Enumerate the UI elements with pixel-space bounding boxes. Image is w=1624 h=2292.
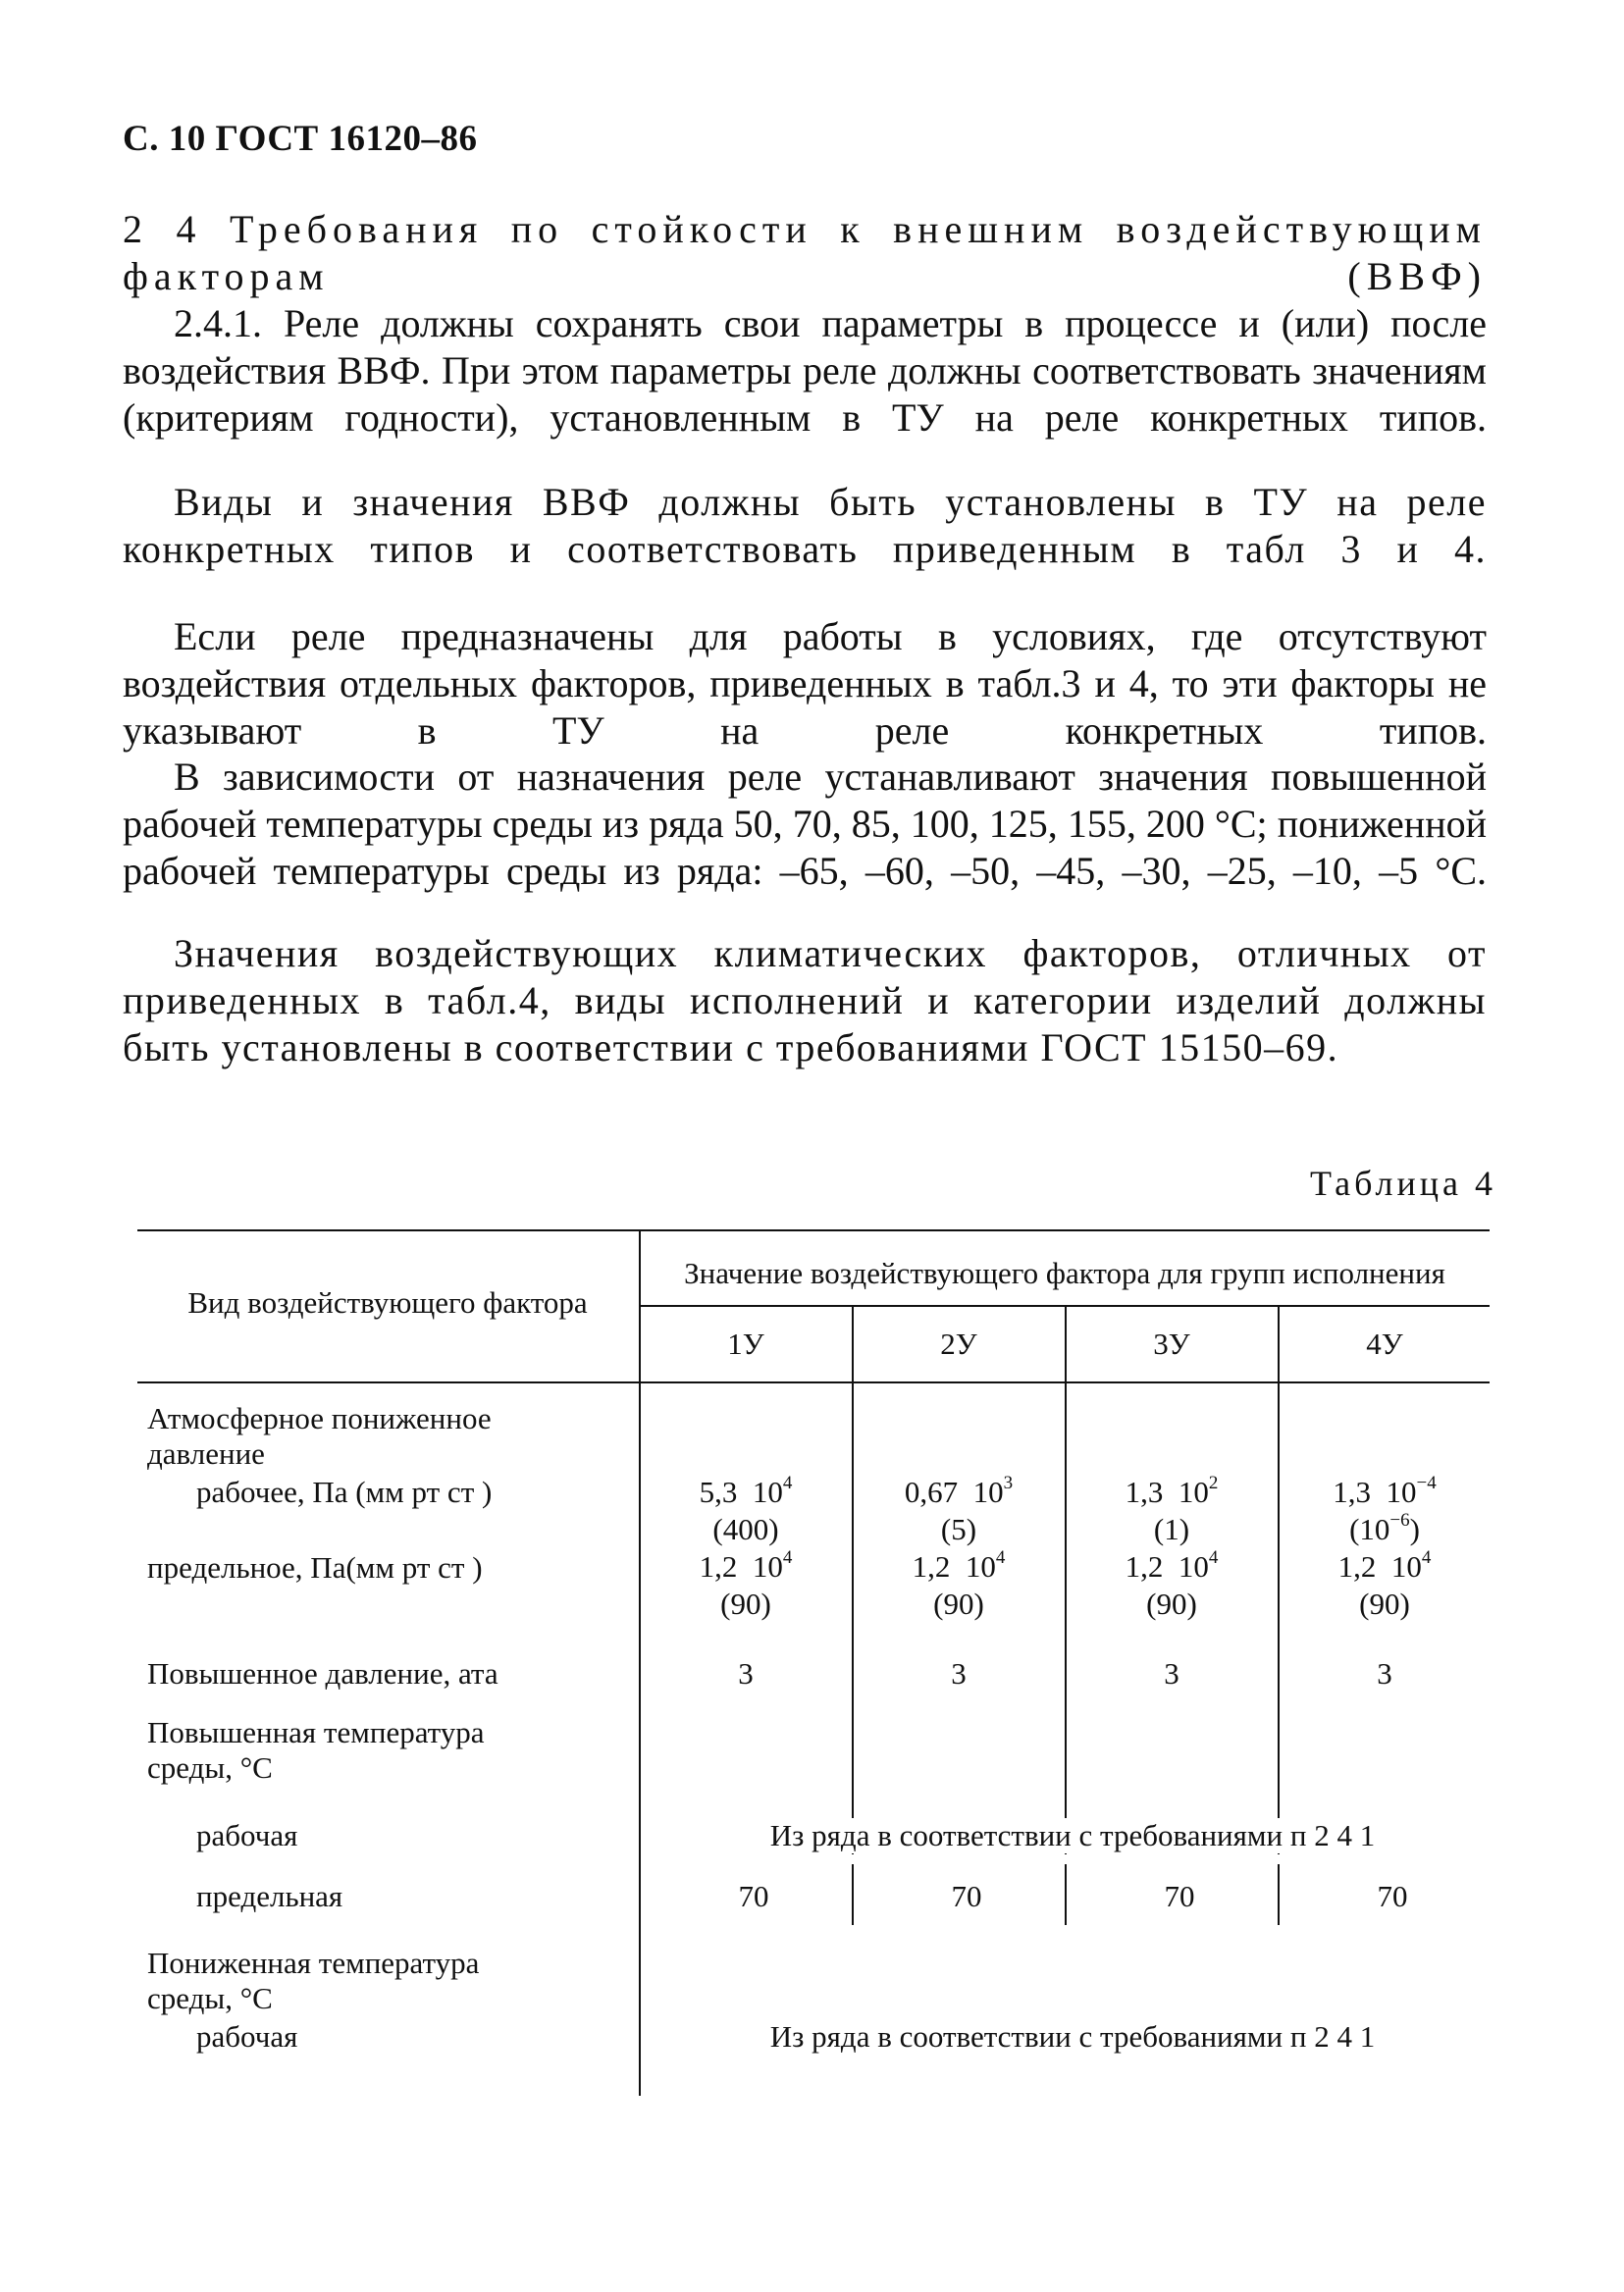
row-high-temp-1: Повышенная температура <box>147 1715 485 1749</box>
row-high-temp-2: среды, °С <box>147 1750 273 1785</box>
row-atm-limit: предельное, Па(мм рт ст ) <box>147 1550 483 1585</box>
section-heading: 2 4 Требования по стойкости к внешним воздействующим факторам (ВВФ) <box>123 207 1487 298</box>
atm-work-4u: 1,3 $10^{-4}$ $(10^{-6})$ 1,2 $10^4$ (90) <box>1333 1473 1437 1621</box>
low-temp-work-span: Из ряда в соответствии с требованиями п 2 4 1 <box>769 2019 1376 2054</box>
table-body-divider-2 <box>1065 1383 1067 1854</box>
limit-4u: 70 <box>1377 1879 1408 1913</box>
limit-3u: 70 <box>1164 1879 1195 1913</box>
limit-2u: 70 <box>951 1879 982 1913</box>
atm-work-1u: 5,3 $10^4$ (400) 1,2 $10^4$ (90) <box>699 1473 793 1621</box>
table-col-divider-3 <box>1278 1306 1280 1382</box>
atm-work-3u: 1,3 $10^2$ (1) 1,2 $10^4$ (90) <box>1125 1473 1219 1621</box>
row-atm-title-2: давление <box>147 1436 265 1471</box>
paragraph-absent-factors: Если реле предназначены для работы в условиях, где отсутствуют воздействия отдельных факторов, приведенных в табл.3 и 4, то эти факторы не указывают в ТУ на реле конкретных типов. <box>123 614 1487 753</box>
table-factor-divider <box>639 1229 641 2096</box>
table-caption: Таблица 4 <box>1310 1164 1496 1203</box>
limit-1u: 70 <box>738 1879 769 1913</box>
row-high-temp-work: рабочая <box>196 1818 298 1852</box>
row-atm-work: рабочее, Па (мм рт ст ) <box>196 1475 493 1509</box>
page-header: С. 10 ГОСТ 16120–86 <box>123 119 478 159</box>
header-group-4u: 4У <box>1366 1327 1403 1361</box>
high-pressure-4u: 3 <box>1377 1656 1392 1691</box>
row-high-temp-limit: предельная <box>196 1879 343 1913</box>
header-factor-type: Вид воздействующего фактора <box>187 1285 588 1320</box>
paragraph-temperature: В зависимости от назначения реле устанавливают значения повышенной рабочей температуры среды из ряда 50, 70, 85, 100, 125, 155, 200 °С; пониженной рабочей температуры среды из ряда: –65, –60, –50, –45, –30, –25, –10, –5 °С. <box>123 755 1487 893</box>
high-pressure-1u: 3 <box>738 1656 754 1691</box>
table-limit-divider-1 <box>852 1864 854 1925</box>
table-limit-divider-3 <box>1278 1864 1280 1925</box>
table-body-divider-1 <box>852 1383 854 1854</box>
paragraph-climatic: Значения воздействующих климатических факторов, отличных от приведенных в табл.4, виды исполнений и категории изделий должны быть установлены в соответствии с требованиями ГОСТ 15150–69. <box>123 931 1487 1069</box>
header-group-1u: 1У <box>727 1327 764 1361</box>
table-top-rule <box>137 1229 1490 1231</box>
table-body-divider-3 <box>1278 1383 1280 1854</box>
header-group-3u: 3У <box>1153 1327 1190 1361</box>
row-high-pressure: Повышенное давление, ата <box>147 1656 498 1691</box>
row-low-temp-work: рабочая <box>196 2019 298 2054</box>
header-group-2u: 2У <box>940 1327 977 1361</box>
high-pressure-2u: 3 <box>951 1656 967 1691</box>
high-pressure-3u: 3 <box>1164 1656 1179 1691</box>
header-factor-value: Значение воздействующего фактора для групп исполнения <box>684 1256 1445 1290</box>
row-low-temp-1: Пониженная температура <box>147 1946 480 1980</box>
paragraph-2-4-1: 2.4.1. Реле должны сохранять свои параметры в процессе и (или) после воздействия ВВФ. При этом параметры реле должны соответствовать значениям (критериям годности), установленным в ТУ на реле конкретных типов. <box>123 301 1487 440</box>
atm-work-2u: 0,67 $10^3$ (5) 1,2 $10^4$ (90) <box>904 1473 1014 1621</box>
paragraph-types: Виды и значения ВВФ должны быть установлены в ТУ на реле конкретных типов и соответствовать приведенным в табл 3 и 4. <box>123 480 1487 571</box>
row-atm-title-1: Атмосферное пониженное <box>147 1401 492 1435</box>
table-header-rule <box>137 1381 1490 1383</box>
table-limit-divider-2 <box>1065 1864 1067 1925</box>
table-col-divider-1 <box>852 1306 854 1382</box>
table-col-divider-2 <box>1065 1306 1067 1382</box>
high-temp-work-span: Из ряда в соответствии с требованиями п 2 4 1 <box>764 1818 1381 1853</box>
row-low-temp-2: среды, °С <box>147 1981 273 2015</box>
